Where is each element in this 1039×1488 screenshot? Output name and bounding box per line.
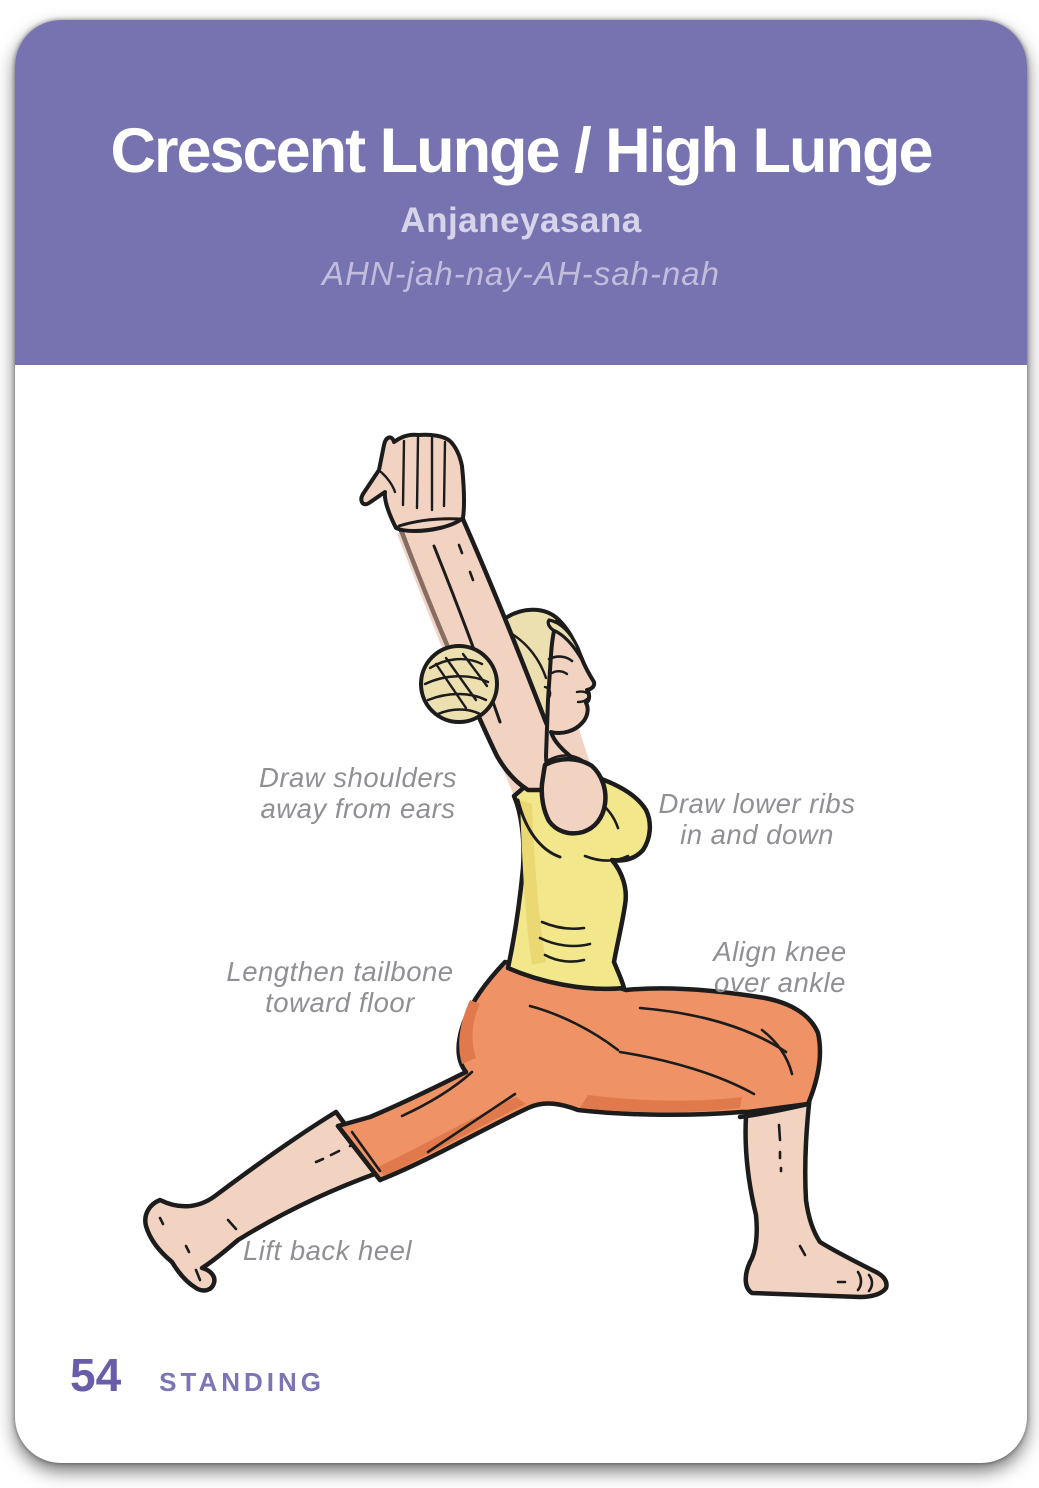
annotation-line: Lift back heel — [243, 1235, 413, 1266]
pronunciation: AHN-jah-nay-AH-sah-nah — [322, 255, 720, 292]
pose-title: Crescent Lunge / High Lunge — [110, 116, 932, 186]
annotation-line: toward floor — [265, 987, 415, 1018]
annotation-knee — [660, 936, 900, 998]
figure-hair-bun — [421, 646, 497, 722]
flashcard — [15, 20, 1027, 1463]
annotation-line: Lengthen tailbone — [226, 956, 454, 987]
annotation-shoulders — [208, 762, 508, 824]
card-footer — [70, 1349, 326, 1401]
figure-front-leg — [746, 1095, 887, 1297]
page-number: 54 — [70, 1349, 122, 1401]
annotation-line: over ankle — [714, 967, 846, 998]
annotation-ribs — [617, 788, 897, 850]
annotation-line: Draw shoulders — [258, 762, 458, 793]
annotation-line: Draw lower ribs — [658, 788, 856, 819]
annotation-heel — [243, 1235, 412, 1266]
annotation-tailbone — [180, 956, 500, 1018]
category-label: STANDING — [159, 1367, 326, 1397]
annotation-line: in and down — [680, 819, 834, 850]
annotation-line: Align knee — [713, 936, 847, 967]
annotation-line: away from ears — [260, 793, 456, 824]
yoga-pose-illustration — [15, 20, 1027, 1463]
sanskrit-name: Anjaneyasana — [400, 201, 642, 240]
